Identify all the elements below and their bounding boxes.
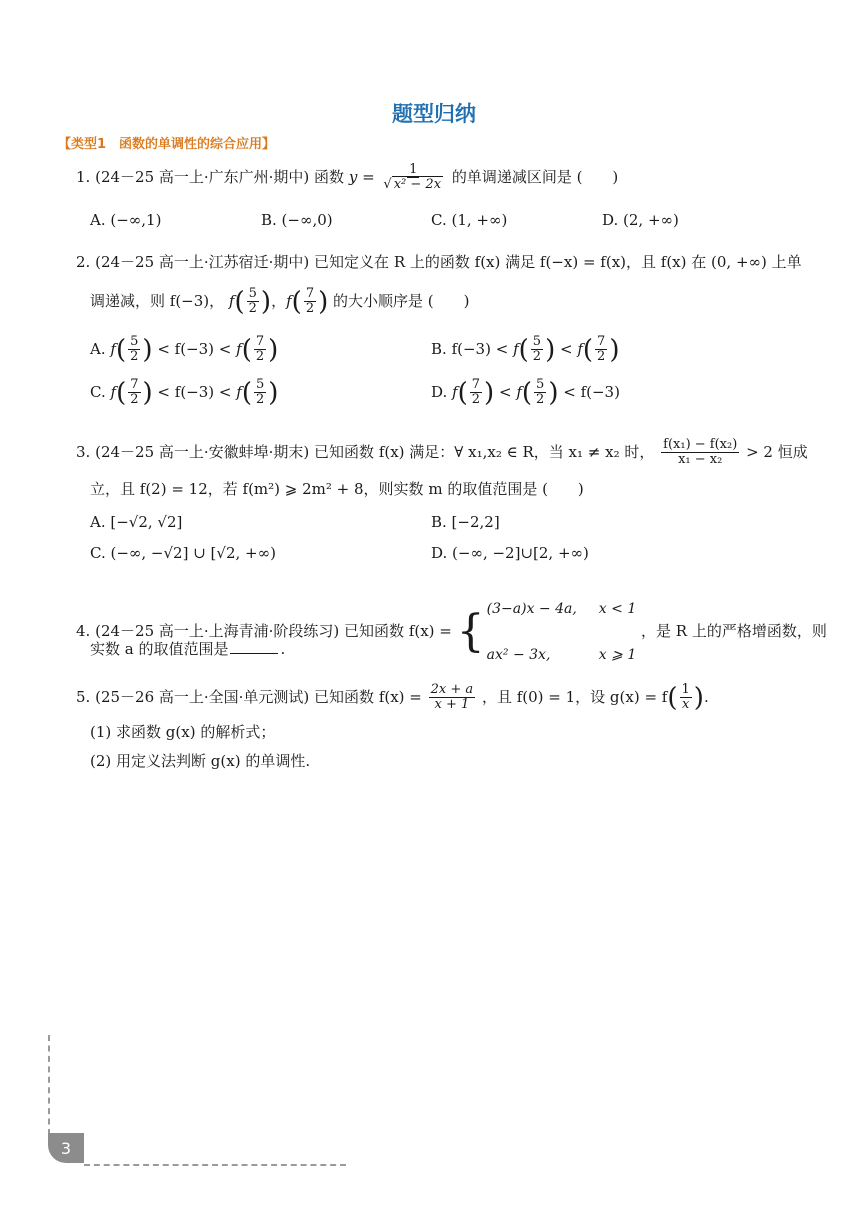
numerator: 5 <box>532 334 542 349</box>
math-f: f <box>577 339 583 358</box>
denominator: 2 <box>536 392 545 408</box>
sub-question-1: (1) 求函数 g(x) 的解析式； <box>90 723 276 741</box>
math-f-neg3: f(−3) <box>174 382 215 401</box>
math-f: f <box>110 382 117 401</box>
option-d: D. f( $\frac{7}{2}$ ) < f( $\frac{5}{2}$ ) < f(−3) <box>431 377 620 408</box>
math-f-neg3: f(−3) <box>451 339 491 358</box>
fraction-7-2 <box>595 335 607 365</box>
numerator: f(x₁) − f(x₂) <box>663 437 738 452</box>
question-source: (24－25 高一上·广东广州·期中) 函数 <box>95 167 345 186</box>
question-text: (24－25 高一上·安徽蚌埠·期末) 已知函数 f(x) 满足：∀ x₁,x₂ ∈ R，当 x₁ ≠ x₂ 时， <box>95 442 655 461</box>
question-text: > 2 恒成 <box>746 442 808 461</box>
numerator: 5 <box>248 286 257 301</box>
answer-blank[interactable] <box>230 639 278 654</box>
option-letter: C. <box>90 382 106 401</box>
question-text: 实数 a 的取值范围是 <box>90 640 229 658</box>
math-f: f <box>110 339 116 358</box>
fraction-7-2 <box>128 378 140 408</box>
question-number: 2. <box>76 253 91 271</box>
numerator: 7 <box>130 377 139 392</box>
section-heading: 【类型1 函数的单调性的综合应用】 <box>58 137 276 152</box>
question-text: ，且 f(0) = 1，设 g(x) = f <box>481 687 668 706</box>
piecewise-function: { (3−a)x − 4a, x < 1 ax² − 3x, x ⩾ 1 <box>457 587 637 677</box>
fraction-5-2 <box>534 378 546 408</box>
case-1-condition: x < 1 <box>598 601 637 617</box>
less-than: < <box>558 382 581 401</box>
option-b: B. f(−3) < f( $\frac{5}{2}$ ) < f( $\frac{7}{2}$ ) <box>431 334 620 365</box>
numerator: 5 <box>130 334 139 349</box>
denominator: 2 <box>130 392 139 408</box>
option-c: C. (1, +∞) <box>431 211 508 229</box>
question-5-line-1: 5. (25－26 高一上·全国·单元测试) 已知函数 f(x) = $\frac{2x + a}{x + 1}$ ，且 f(0) = 1，设 g(x) = f( $\frac{1}{x}$ ). <box>76 682 709 713</box>
math-f: f <box>286 291 292 310</box>
numerator: 7 <box>471 377 481 392</box>
option-d: D. (2, +∞) <box>602 211 679 229</box>
option-letter: B. <box>431 339 447 358</box>
period: . <box>280 640 286 658</box>
case-2-condition: x ⩾ 1 <box>598 647 637 663</box>
case-2-expression: ax² − 3x, <box>486 647 551 663</box>
comma: ， <box>271 291 287 310</box>
math-f: f <box>513 339 519 358</box>
footer-dashed-line <box>84 1164 346 1166</box>
option-c: C. f( $\frac{7}{2}$ ) < f(−3) < f( $\frac{5}{2}$ ) <box>90 377 279 408</box>
period: . <box>703 687 709 706</box>
question-number: 5. <box>76 687 91 706</box>
less-than: < <box>494 382 517 401</box>
question-3-line-1 <box>76 438 808 468</box>
math-f: f <box>452 382 458 401</box>
numerator: 7 <box>255 334 265 349</box>
less-than: < <box>152 339 175 358</box>
question-text: ，是 R 上的严格增函数，则 <box>641 622 827 640</box>
denominator: 2 <box>597 349 606 365</box>
denominator: 2 <box>255 349 265 365</box>
math-f: f <box>228 291 235 310</box>
question-number: 1. <box>76 167 91 186</box>
question-number: 4. <box>76 622 91 640</box>
question-text: 调递减，则 f(−3)， <box>90 291 225 310</box>
denominator: x + 1 <box>434 697 470 713</box>
fraction-7-2 <box>254 335 266 365</box>
math-f-neg3: f(−3) <box>580 382 620 401</box>
page-margin-dashed-line <box>48 1035 50 1135</box>
fraction-5-2 <box>531 335 543 365</box>
denominator: √ x² − 2x <box>383 177 442 193</box>
question-text: (24－25 高一上·江苏宿迁·期中) 已知定义在 R 上的函数 f(x) 满足 f(−x) = f(x)，且 f(x) 在 (0, +∞) 上单 <box>95 253 802 271</box>
numerator: 1 <box>681 682 690 697</box>
option-a: A. f( $\frac{5}{2}$ ) < f(−3) < f( $\frac{7}{2}$ ) <box>90 334 279 365</box>
question-text: (24－25 高一上·上海青浦·阶段练习) 已知函数 f(x) = <box>95 622 452 640</box>
denominator: 2 <box>305 301 315 317</box>
denominator: 2 <box>248 301 257 317</box>
numerator: 1 <box>409 162 418 177</box>
fraction-7-2 <box>470 378 482 408</box>
fraction-5-2 <box>254 378 266 408</box>
fraction-5-2 <box>128 335 140 365</box>
option-c: C. (−∞, −√2] ∪ [√2, +∞) <box>90 544 276 562</box>
option-a: A. [−√2, √2] <box>90 513 183 531</box>
question-4-line-1 <box>76 587 827 677</box>
numerator: 2x + a <box>430 682 474 697</box>
option-b: B. (−∞,0) <box>261 211 333 229</box>
question-text: (25－26 高一上·全国·单元测试) 已知函数 f(x) = <box>95 687 422 706</box>
option-a: A. (−∞,1) <box>90 211 162 229</box>
page-title: 题型归纳 <box>392 102 476 126</box>
math-f: f <box>236 339 242 358</box>
numerator: 7 <box>305 286 315 301</box>
page-number: 3 <box>48 1133 84 1163</box>
sqrt-body: x² − 2x <box>393 177 442 193</box>
denominator: 2 <box>255 392 265 408</box>
question-text: 的大小顺序是 ( ) <box>333 291 470 310</box>
less-than: < <box>490 339 514 358</box>
fraction-difference-quotient <box>661 438 739 468</box>
math-f-neg3: f(−3) <box>174 339 215 358</box>
fraction-1-over-x <box>680 683 692 713</box>
fraction-5-2 <box>247 287 259 317</box>
question-2-line-2: 调递减，则 f(−3)， f( $\frac{5}{2}$ )，f( $\frac{7}{2}$ ) 的大小顺序是 ( ) <box>90 286 470 317</box>
fraction-7-2 <box>304 287 316 317</box>
denominator: 2 <box>130 349 139 365</box>
option-d: D. (−∞, −2]∪[2, +∞) <box>431 544 589 562</box>
question-3-line-2: 立，且 f(2) = 12，若 f(m²) ⩾ 2m² + 8，则实数 m 的取值范围是 ( ) <box>90 480 584 498</box>
math-y-eq: y = <box>348 167 375 186</box>
option-b: B. [−2,2] <box>431 513 500 531</box>
option-letter: D. <box>431 382 448 401</box>
numerator: 5 <box>536 377 545 392</box>
less-than: < <box>555 339 578 358</box>
denominator: x <box>681 697 690 713</box>
case-1-expression: (3−a)x − 4a, <box>486 601 577 617</box>
fraction-1-over-sqrt <box>381 163 445 193</box>
math-f: f <box>236 382 242 401</box>
denominator: 2 <box>471 392 481 408</box>
less-than: < <box>214 382 237 401</box>
question-text: 的单调递减区间是 ( ) <box>451 167 619 186</box>
denominator: 2 <box>532 349 542 365</box>
denominator: x₁ − x₂ <box>678 452 723 468</box>
less-than: < <box>214 339 237 358</box>
question-4-line-2 <box>90 638 285 660</box>
numerator: 7 <box>597 334 606 349</box>
question-2-line-1 <box>76 251 802 273</box>
option-letter: A. <box>90 339 106 358</box>
sub-question-2: (2) 用定义法判断 g(x) 的单调性. <box>90 752 311 770</box>
question-number: 3. <box>76 442 91 461</box>
math-f: f <box>516 382 522 401</box>
fraction-2x-plus-a <box>429 683 476 713</box>
numerator: 5 <box>255 377 265 392</box>
less-than: < <box>152 382 175 401</box>
question-1 <box>76 163 618 193</box>
